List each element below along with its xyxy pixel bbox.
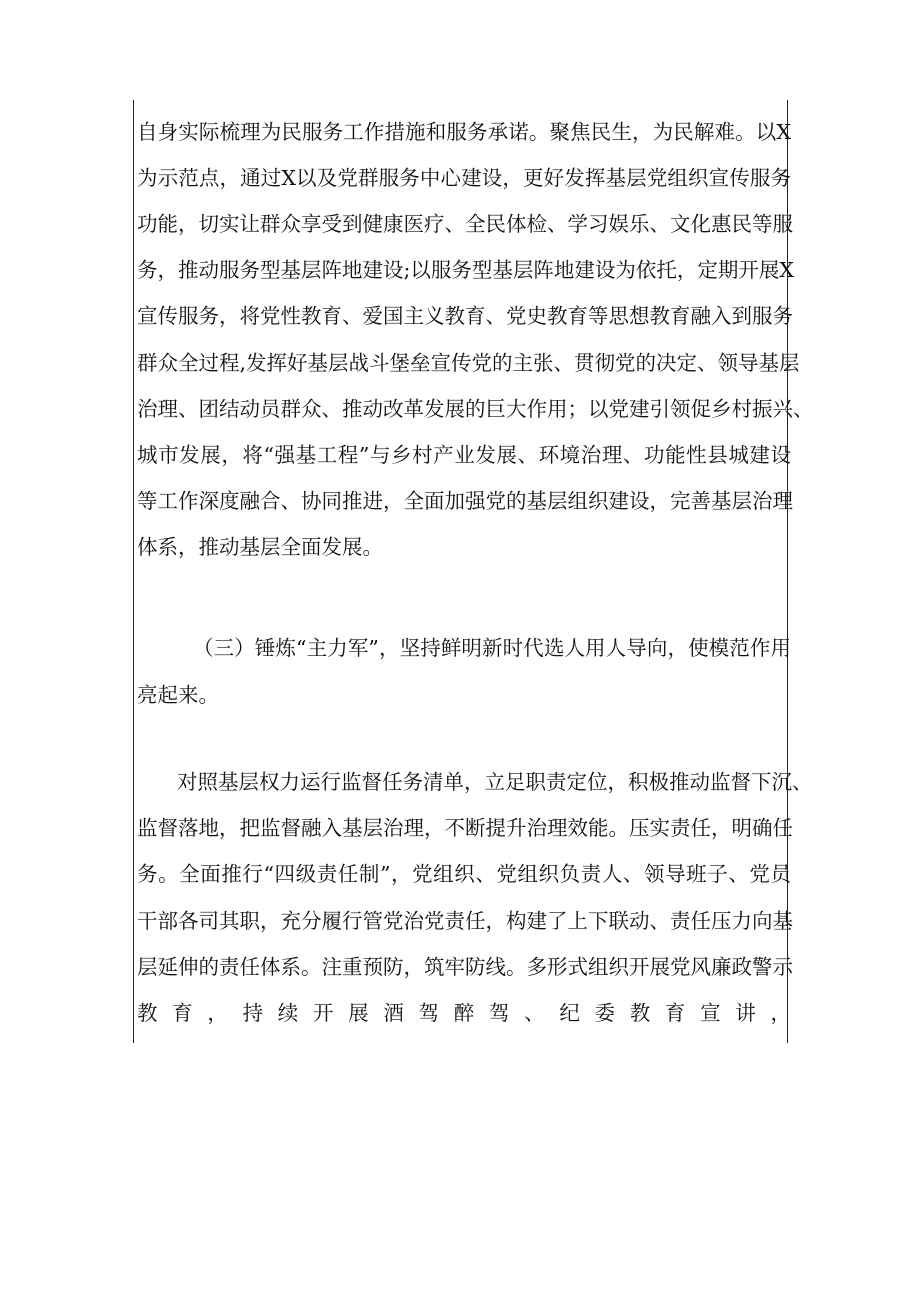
paragraph-2-line: 监督落地，把监督融入基层治理，不断提升治理效能。压实责任，明确任 [137,816,793,840]
paragraph-2-line: 层延伸的责任体系。注重预防，筑牢防线。多形式组织开展党风廉政警示 [137,955,793,979]
paragraph-1-line: 自身实际梳理为民服务工作措施和服务承诺。聚焦民生，为民解难。以X [137,120,791,144]
section-heading-line: （三）锤炼“主力军”，坚持鲜明新时代选人用人导向，使模范作用 [193,636,791,660]
paragraph-1-line: 群众全过程,发挥好基层战斗堡垒宣传党的主张、贯彻党的决定、领导基层 [137,351,800,375]
paragraph-1-line: 宣传服务，将党性教育、爱国主义教育、党史教育等思想教育融入到服务 [137,304,793,328]
table-left-border [133,100,134,1043]
paragraph-2-line: 教育，持续开展酒驾醉驾、纪委教育宣讲， [137,1001,791,1025]
paragraph-1-line: 功能，切实让群众享受到健康医疗、全民体检、学习娱乐、文化惠民等服 [137,212,793,236]
paragraph-2-line: 对照基层权力运行监督任务清单，立足职责定位，积极推动监督下沉、 [177,770,813,794]
paragraph-1-line: 治理、团结动员群众、推动改革发展的巨大作用；以党建引领促乡村振兴、 [137,397,814,421]
paragraph-1-line: 务，推动服务型基层阵地建设;以服务型基层阵地建设为依托，定期开展X [137,258,794,282]
paragraph-1-line: 等工作深度融合、协同推进，全面加强党的基层组织建设，完善基层治理 [137,489,793,513]
paragraph-2-line: 务。全面推行“四级责任制”，党组织、党组织负责人、领导班子、党员 [137,862,791,886]
paragraph-2-line: 干部各司其职，充分履行管党治党责任，构建了上下联动、责任压力向基 [137,909,793,933]
table-right-border [787,100,788,1043]
section-heading-line: 亮起来。 [137,683,219,707]
paragraph-1-line: 体系，推动基层全面发展。 [137,535,383,559]
paragraph-1-line: 为示范点，通过X以及党群服务中心建设，更好发挥基层党组织宣传服务 [137,166,791,190]
paragraph-1-line: 城市发展，将“强基工程”与乡村产业发展、环境治理、功能性县城建设 [137,443,791,467]
